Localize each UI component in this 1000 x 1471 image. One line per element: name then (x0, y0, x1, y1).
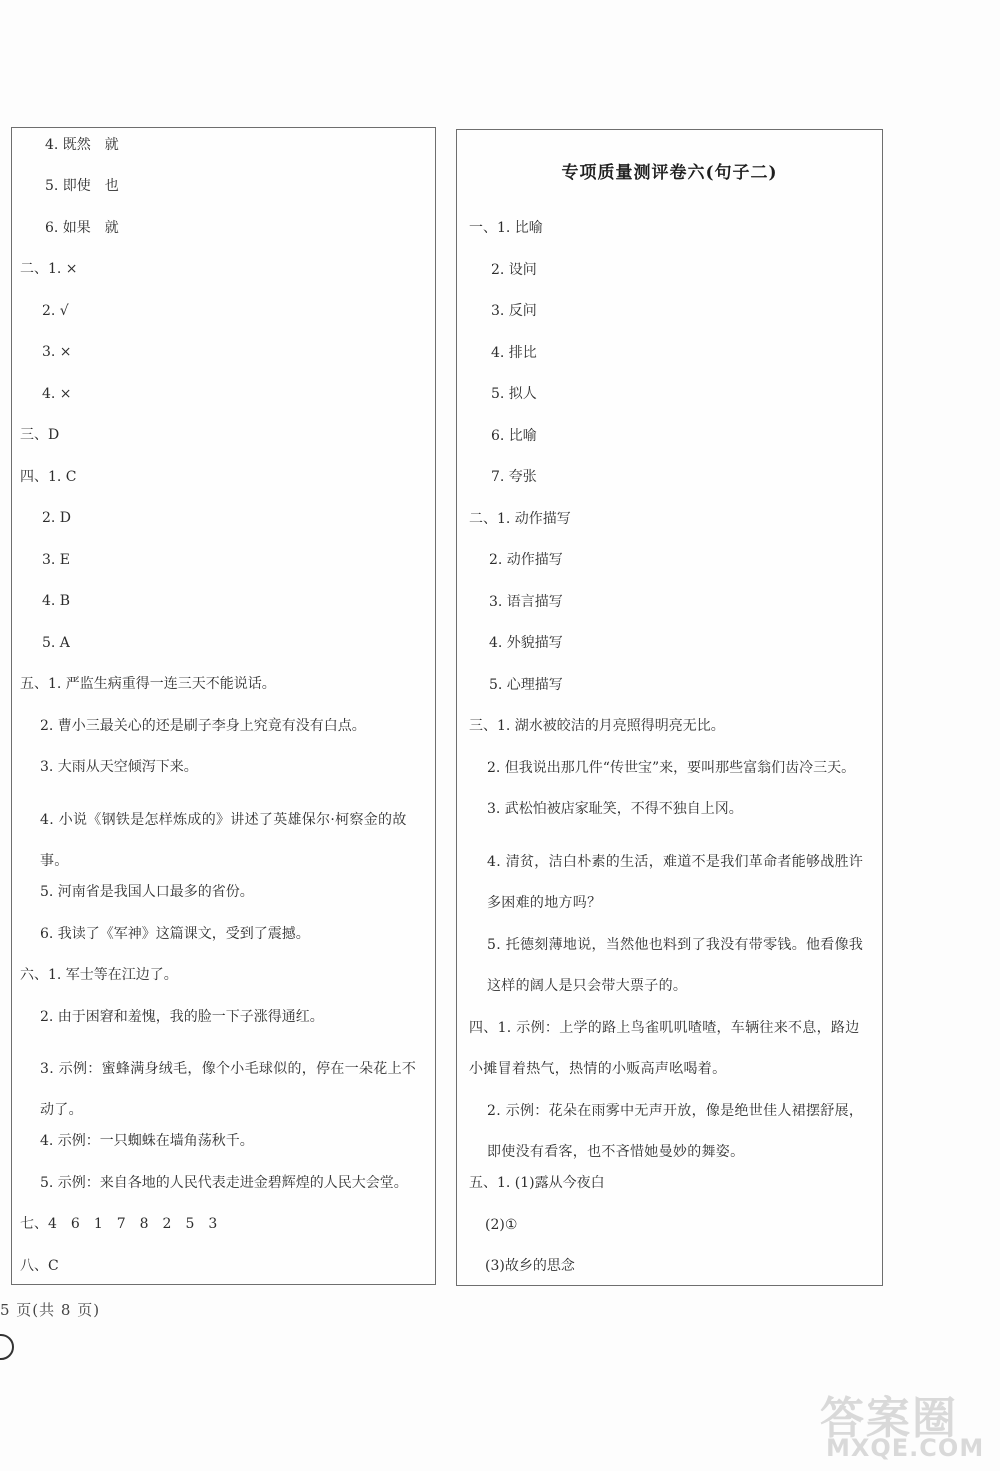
sheet-title: 专项质量测评卷六(句子二) (561, 163, 778, 183)
answer-line: 2. 但我说出那几件“传世宝”来，要叫那些富翁们齿冷三天。 (487, 760, 856, 776)
answer-line: 5. 心理描写 (489, 677, 563, 693)
answer-line: 2. 设问 (491, 262, 537, 278)
answer-line: 2. √ (42, 303, 69, 319)
answer-line: 6. 如果 就 (45, 220, 119, 236)
answer-line: 7. 夸张 (491, 469, 537, 485)
answer-line: 二、1. × (20, 261, 78, 277)
answer-line: 二、1. 动作描写 (469, 511, 571, 527)
answer-line: 5. 托德刻薄地说，当然他也料到了我没有带零钱。他看像我这样的阔人是只会带大票子的。 (487, 937, 864, 994)
answer-line: 四、1. C (20, 469, 77, 485)
answer-line: 5. 示例：来自各地的人民代表走进金碧辉煌的人民大会堂。 (40, 1175, 408, 1191)
answer-line: 5. 河南省是我国人口最多的省份。 (40, 884, 254, 900)
answer-line: 6. 比喻 (491, 428, 537, 444)
answer-line: 5. A (42, 635, 70, 651)
answer-line: 4. 示例：一只蜘蛛在墙角荡秋千。 (40, 1133, 254, 1149)
answer-line: 七、4 6 1 7 8 2 5 3 (20, 1216, 218, 1232)
answer-line: 5. 拟人 (491, 386, 537, 402)
answer-panel-left (11, 127, 436, 1285)
watermark-logo (820, 1382, 990, 1467)
watermark-text: 答案圈 (820, 1393, 958, 1444)
answer-line: 三、D (20, 427, 60, 443)
answer-line: 2. 动作描写 (489, 552, 563, 568)
answer-line: 四、1. 示例：上学的路上鸟雀叽叽喳喳，车辆往来不息，路边小摊冒着热气，热情的小贩高声吆喝着。 (469, 1020, 860, 1077)
answer-line: (2)① (485, 1217, 518, 1233)
answer-line: 6. 我读了《军神》这篇课文，受到了震撼。 (40, 926, 310, 942)
answer-line: 五、1. (1)露从今夜白 (469, 1175, 605, 1191)
answer-line: 2. 由于困窘和羞愧，我的脸一下子涨得通红。 (40, 1009, 324, 1025)
answer-line: (3)故乡的思念 (485, 1258, 575, 1274)
answer-line: 3. 武松怕被店家耻笑，不得不独自上冈。 (487, 801, 743, 817)
answer-line: 2. 曹小三最关心的还是刷子李身上究竟有没有白点。 (40, 718, 366, 734)
answer-line: 4. 外貌描写 (489, 635, 563, 651)
answer-line: 2. D (42, 510, 72, 526)
answer-line: 3. 示例：蜜蜂满身绒毛，像个小毛球似的，停在一朵花上不动了。 (40, 1061, 417, 1118)
answer-line: 3. E (42, 552, 71, 568)
answer-line: 3. 大雨从天空倾泻下来。 (40, 759, 198, 775)
answer-line: 三、1. 湖水被皎洁的月亮照得明亮无比。 (469, 718, 725, 734)
answer-line: 2. 示例：花朵在雨雾中无声开放，像是绝世佳人裙摆舒展，即使没有看客，也不吝惜她曼妙的舞姿。 (487, 1103, 864, 1160)
answer-line: 4. 清贫，洁白朴素的生活，难道不是我们革命者能够战胜许多困难的地方吗？ (487, 854, 864, 911)
answer-line: 4. 排比 (491, 345, 537, 361)
answer-line: 3. 语言描写 (489, 594, 563, 610)
answer-line: 3. × (42, 344, 72, 360)
page-mark-icon (0, 1334, 14, 1360)
answer-line: 五、1. 严监生病重得一连三天不能说话。 (20, 676, 276, 692)
answer-line: 八、C (20, 1258, 59, 1274)
answer-line: 4. × (42, 386, 72, 402)
page-number: 5 页(共 8 页) (0, 1301, 101, 1319)
answer-line: 一、1. 比喻 (469, 220, 543, 236)
answer-line: 六、1. 军士等在江边了。 (20, 967, 178, 983)
answer-line: 4. 既然 就 (45, 137, 119, 153)
answer-panel-right (456, 129, 883, 1286)
answer-line: 4. 小说《钢铁是怎样炼成的》讲述了英雄保尔·柯察金的故事。 (40, 812, 407, 869)
watermark-url: MXQE.COM (826, 1434, 985, 1462)
answer-line: 5. 即使 也 (45, 178, 119, 194)
answer-line: 3. 反问 (491, 303, 537, 319)
answer-line: 4. B (42, 593, 71, 609)
